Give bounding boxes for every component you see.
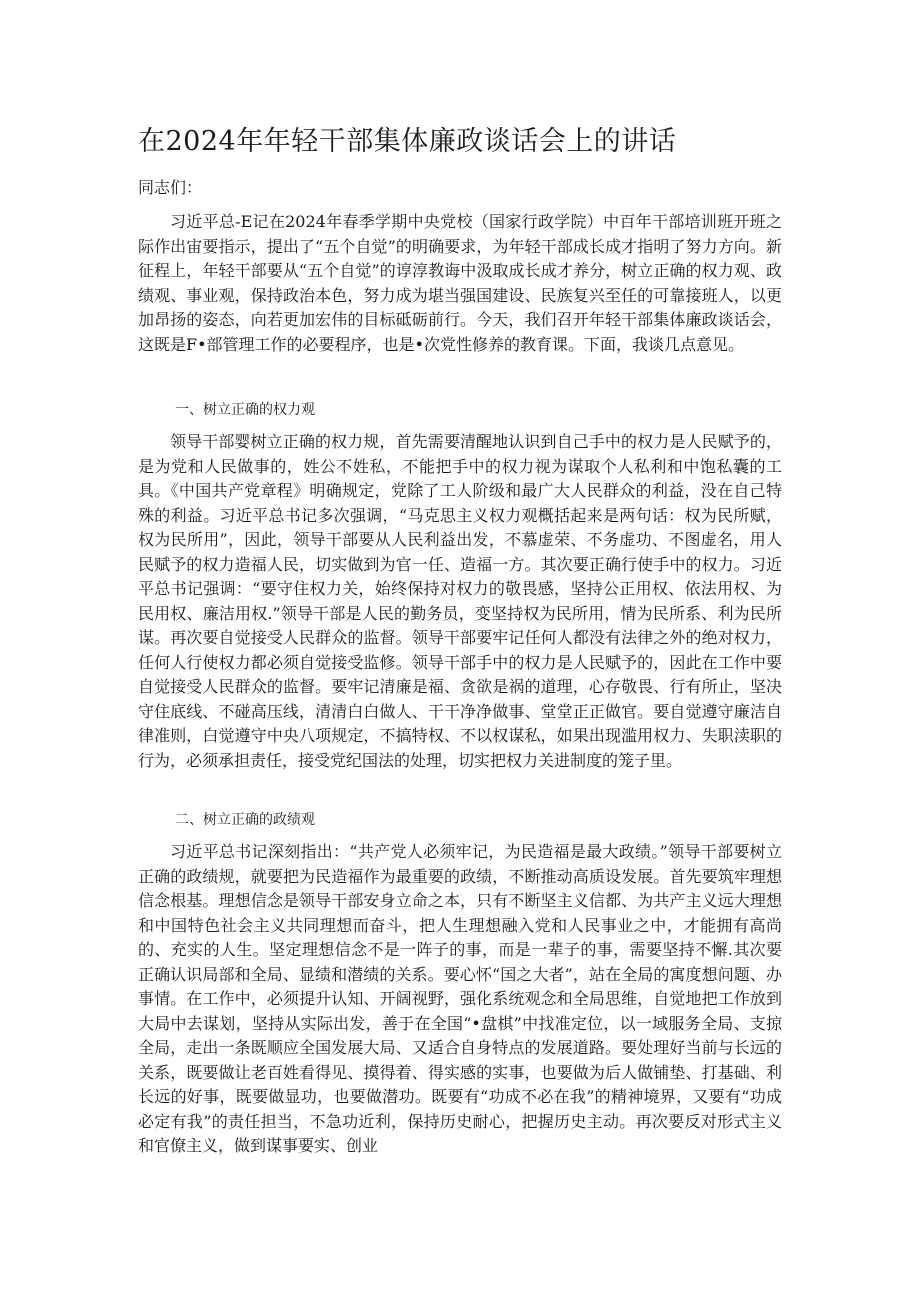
- greeting: 同志们：: [138, 178, 203, 197]
- section-heading-achievement: 二、树立正确的政绩观: [175, 811, 315, 827]
- document-title: 在2024年年轻干部集体廉政谈话会上的讲话: [138, 126, 677, 157]
- section-body-power: 领导干部婴树立正确的权力规，首先需要清醒地认识到自己手中的权力是人民赋予的，是为党和人民做事的，姓公不姓私，不能把手中的权力视为谋取个人私利和中饱私囊的工具。《中国共产党章程》明确规定，党除了工人阶级和最广大人民群众的利益，没在自己特殊的利益。习近平总书记多次强调，“马克思主义权力观概括起来是两句话：权为民所赋，权为民所用”，因此，领导干部要从人民利益出发，不慕虚荣、不务虚功、不图虚名，用人民赋予的权力造福人民，切实做到为官一任、造福一方。其次要正确行使手中的权力。习近平总书记强调：“要守住权力关，始终保持对权力的敬畏感，坚持公正用权、依法用权、为民用权、廉洁用权.”领导干部是人民的勤务员，变坚持权为民所用，情为民所系、利为民所谋。再次要自觉接受人民群众的监督。领导干部要牢记任何人都没有法律之外的绝对权力，任何人行使权力都必须自觉接受监修。领导干部手中的权力是人民赋予的，因此在工作中要自觉接受人民群众的监督。要牢记清廉是福、贪欲是祸的道理，心存敬畏、行有所止，坚决守住底线、不碰高压线，清清白白做人、干干净净做事、堂堂正正做官。要自觉遵守廉洁自律准则，白觉遵守中央八项规定，不搞特权、不以权谋私，如果出现滥用权力、失职渎职的行为，必须承担责任，接受党纪国法的处理，切实把权力关进制度的笼子里。: [138, 432, 782, 770]
- intro-paragraph: 习近平总-E记在2024年春季学期中央党校（国家行政学院）中百年干部培训班开班之际作出宙要指示，提出了“五个自觉”的明确要求，为年轻干部成长成才指明了努力方向。新征程上，年轻干部要从“五个自觉”的谆淳教诲中汲取成长成才养分，树立正确的权力观、政绩观、事业观，保持政治本色，努力成为堪当强国建设、民族复兴至任的可靠接班人，以更加昂扬的姿态，向若更加宏伟的目标砥砺前行。今天，我们召开年轻干部集体廉政谈话会，这既是F•部管理工作的必要程序，也是•次党性修养的教育课。下面，我谈几点意见。: [138, 212, 782, 354]
- section-body-achievement: 习近平总书记深刻指出：“共产党人必须牢记，为民造福是最大政绩。”领导干部要树立正确的政绩规，就要把为民造福作为最重要的政绩，不断推动高质设发展。首先要筑牢理想信念根基。理想信念是领导干部安身立命之本，只有不断坚主义信都、为共产主义远大理想和中国特色社会主义共同理想而奋斗，把人生理想融入党和人民事业之中，才能拥有高尚的、充实的人生。坚定理想信念不是一阵子的事，而是一辈子的事，需要坚持不懈.其次要正确认识局部和全局、显绩和潜绩的关系。要心怀“国之大者”，站在全局的寓度想问题、办事情。在工作中，必须提升认知、开阔视野，强化系统观念和全局思维，自觉地把工作放到大局中去谋划，坚持从实际出发，善于在全国“•盘棋”中找准定位，以一域服务全局、支掠全局，走出一条既顺应全国发展大局、又适合自身特点的发展道路。要处理好当前与长远的关系，既要做让老百姓看得见、摸得着、得实感的实事，也要做为后人做铺垫、打基础、利长远的好事，既要做显功，也要做潜功。既要有“功成不必在我”的精神境界，又要有“功成必定有我”的责任担当，不急功近利，保持历史耐心，把握历史主动。再次要反对形式主义和官僚主义，做到谋事要实、创业: [138, 842, 782, 1155]
- section-heading-power: 一、树立正确的权力观: [175, 401, 315, 417]
